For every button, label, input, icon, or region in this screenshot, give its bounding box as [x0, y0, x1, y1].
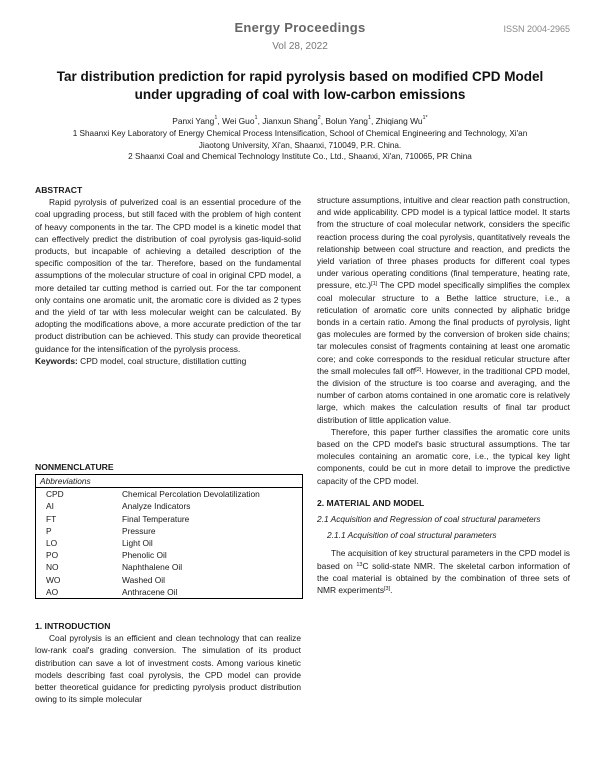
affiliation-2: 2 Shaanxi Coal and Chemical Technology Institute Co., Ltd., Shaanxi, Xi'an, 710065, PR China [128, 152, 472, 161]
abbreviations-subheading: Abbreviations [36, 475, 302, 488]
affiliation-1: 1 Shaanxi Key Laboratory of Energy Chemical Process Intensification, School of Chemical Engineering and Technology, Xi'an Jiaotong University, Xi'an, Shaanxi, 710049, P.R. China. [72, 129, 528, 150]
table-row: P Pressure [46, 525, 156, 536]
subsection-heading: 2.1 Acquisition and Regression of coal structural parameters [317, 514, 541, 525]
citation: [3] [384, 586, 391, 593]
abstract-heading: ABSTRACT [35, 185, 83, 195]
author: Panxi Yang [172, 116, 215, 126]
paragraph: Therefore, this paper further classifies the aromatic core units based on the CPD model's basic structural assumptions. The tar molecules containing an aromatic core, i.e., the typical key light components, could be cut in more detail to improve the predictive capacity of the CPD model. [317, 426, 570, 486]
introduction-section [35, 620, 301, 705]
author: Zhiqiang Wu [375, 116, 423, 126]
paragraph: The acquisition of key structural parameters in the CPD model is based on $^{13}$C solid-state NMR. The skeletal carbon information of the coal material is obtained by the combination of three sets of NMR experiments[3]. [317, 548, 570, 596]
table-row: WO Washed Oil [46, 574, 165, 585]
table-row: AI Analyze Indicators [46, 501, 191, 512]
introduction-text: Coal pyrolysis is an efficient and clean technology that can realize low-rank coal's grading conversion. The simulation of its product distribution can save a lot of investment costs. Among various kinetic models describing fast coal pyrolysis, the CPD model can provide better theoretical guidance for predicting pyrolysis product distribution owing to its simple molecular [35, 633, 301, 705]
table-row: NO Naphthalene Oil [46, 562, 183, 573]
issn: ISSN 2004-2965 [503, 24, 570, 34]
citation: [2] [415, 366, 422, 373]
keywords: Keywords: CPD model, coal structure, distillation cutting [35, 355, 247, 366]
introduction-heading: 1. INTRODUCTION [35, 621, 111, 631]
right-column [317, 194, 570, 596]
table-row: CPD Chemical Percolation Devolatilization [46, 489, 260, 500]
subsubsection-heading: 2.1.1 Acquisition of coal structural parameters [327, 530, 497, 541]
author: Wei Guo [222, 116, 255, 126]
table-row: AO Anthracene Oil [46, 586, 178, 597]
citation: [1] [371, 281, 378, 288]
table-row: FT Final Temperature [46, 513, 190, 524]
author: Jianxun Shang [262, 116, 318, 126]
nomenclature-heading: NONMENCLATURE [35, 462, 114, 472]
author: Bolun Yang [325, 116, 368, 126]
journal-name: Energy Proceedings [234, 20, 366, 35]
table-row: LO Light Oil [46, 537, 153, 548]
paragraph: structure assumptions, intuitive and clear reaction path construction, and wide applicability. CPD model is a typical lattice model. It starts from the structure of coal molecular network, considers the specific reaction process during the coal pyrolysis, quantitatively reveals the relationship between coal structure and reaction, and predicts the yield variation of three phases products for different coal types under various operating conditions (final temperature, heating rate, pressure, etc.)[1] The CPD model specifically simplifies the complex coal molecular structure to a Bethe lattice structure, i.e., a reticulation of aromatic core units connected by aliphatic bridge bonds in a certain ratio. Among the final products of pyrolysis, light gas molecules are formed by the conversion of broken side chains; tar molecules consist of fragments containing at least one aromatic core; and coke corresponds to the residual reticular structure after the small molecules fall off[2]. However, in the traditional CPD model, the division of the structure is too coarse and averaging, and the number of carbon atoms contained in one aromatic core is relatively large, which makes the calculation results of final tar product distribution of little application value. [317, 195, 570, 425]
journal-volume: Vol 28, 2022 [272, 41, 328, 52]
section-heading: 2. MATERIAL AND MODEL [317, 497, 425, 508]
title-line-1: Tar distribution prediction for rapid pyrolysis based on modified CPD Model [56, 69, 544, 84]
paper-title [40, 68, 560, 104]
abstract-text: Rapid pyrolysis of pulverized coal is an essential procedure of the coal upgrading process, but still faced with the problem of high content of heavy components in the tar. The CPD model is a kinetic model that can effectively predict the distribution of coal pyrolysis gas-liquid-solid products, but incapable of achieving a detailed description of the specific composition of the tar. Therefore, based on the fundamental assumptions of the molecular structure of coal in original CPD model, a more detailed tar cutting method is carried out. For the tar component only contains one aromatic unit, the aromatic core is divided as 2 types and the yield of tar with less molecular weight can be calculated. By adopting the modifications above, a more accurate prediction of the tar product distribution can be achieved. This study can provide theoretical guidance for the intensification of the pyrolysis process. [35, 197, 301, 354]
keywords-label: Keywords: [35, 355, 78, 366]
author-list: Panxi Yang$^1$, Wei Guo$^1$, Jianxun Shang$^2$, Bolun Yang$^1$, Zhiqiang $Wu^{1*}$ [172, 115, 428, 126]
title-line-2: under upgrading of coal with low-carbon emissions [134, 87, 466, 102]
abstract-section [35, 184, 301, 367]
table-row: PO Phenolic Oil [46, 550, 167, 561]
nomenclature-table [35, 474, 303, 599]
